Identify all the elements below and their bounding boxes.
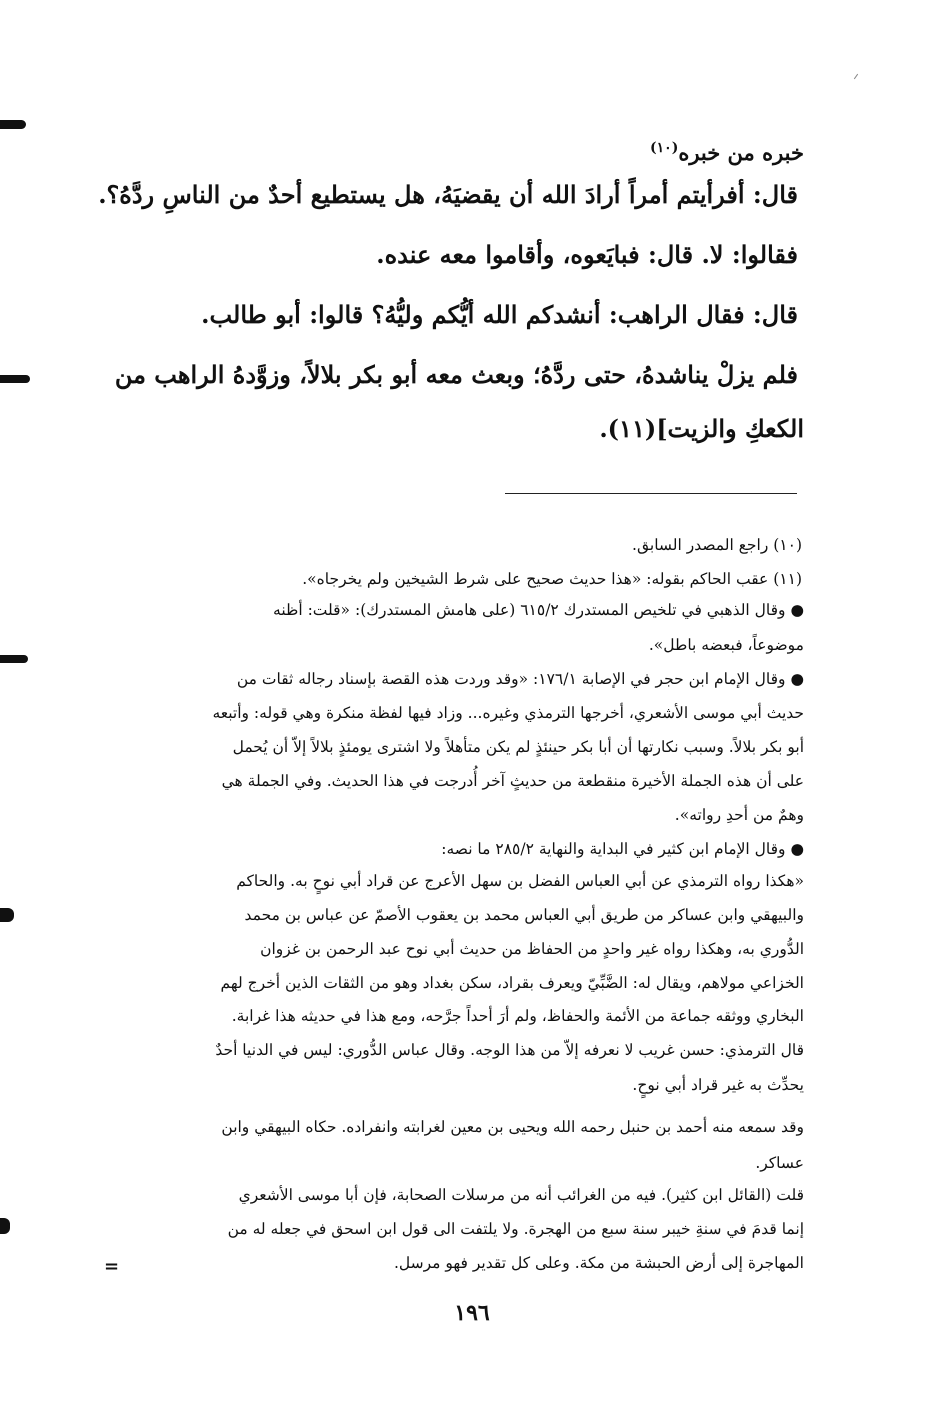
line-text: قال: أفرأيتم أمراً أرادَ الله أن يقضيَهُ، هل يستطيع أحدٌ من الناسِ ردَّهُ؟.: [98, 180, 798, 209]
footnote-line: عساكر.: [755, 1154, 804, 1172]
line-text: فلم يزلْ يناشدهُ، حتى ردَّهُ؛ وبعث معه أبو بكر بلالاً، وزوَّدهُ الراهب من: [114, 360, 798, 389]
line-text: الكعكِ والزيت]: [656, 414, 804, 443]
footnote-line: ● وقال الذهبي في تلخيص المستدرك ٦١٥/٢ (على هامش المستدرك): «قلت: أظنه: [273, 601, 804, 619]
main-text-line: [98, 180, 798, 209]
footnote-ref: (١٠): [650, 140, 679, 156]
footnote-ref: (١١).: [599, 414, 657, 443]
footnote-line: ● وقال الإمام ابن حجر في الإصابة ١٧٦/١: «وقد وردت هذه القصة بإسناد رجاله ثقات من: [236, 670, 804, 688]
footnote-line: أبو بكر بلالاً. وسبب نكارتها أن أبا بكر حينئذٍ لم يكن متأهلاً ولا اشترى يومئذٍ بلالاً إلاّ أن يُحمل: [232, 738, 804, 756]
line-text: خبره من خبره: [678, 140, 804, 165]
edge-mark: [0, 375, 30, 383]
main-text-line: [376, 240, 798, 269]
footnote-line: قال الترمذي: حسن غريب لا نعرفه إلاّ من هذا الوجه. وقال عباس الدُّوري: ليس في الدنيا أحدٌ: [215, 1041, 804, 1059]
footnote-line: حديث أبي موسى الأشعري، أخرجها الترمذي وغيره... وزاد فيها لفظة منكرة وهي قوله: وأتبعه: [212, 704, 804, 722]
page-number: ١٩٦: [454, 1300, 490, 1326]
footnote-line: على أن هذه الجملة الأخيرة منقطعة من حديثٍ آخر أُدرجت في هذا الحديث. وفي الجملة هي: [221, 772, 804, 790]
edge-mark: [0, 908, 14, 922]
footnote-line: (١١) عقب الحاكم بقوله: «هذا حديث صحيح على شرط الشيخين ولم يخرجاه».: [302, 570, 802, 588]
footnote-line: ● وقال الإمام ابن كثير في البداية والنهاية ٢٨٥/٢ ما نصه:: [441, 840, 804, 858]
footnote-line: «هكذا رواه الترمذي عن أبي العباس الفضل بن سهل الأعرج عن قراد أبي نوحٍ به. والحاكم: [236, 872, 804, 890]
footnote-separator: [505, 493, 797, 494]
footnote-line: والبيهقي وابن عساكر من طريق أبي العباس محمد بن يعقوب الأصمّ عن عباس بن محمد: [244, 906, 804, 924]
edge-mark: [0, 655, 28, 663]
footnote-line: (١٠) راجع المصدر السابق.: [632, 536, 802, 554]
footnote-line: المهاجرة إلى أرض الحبشة من مكة. وعلى كل تقدير فهو مرسل.: [393, 1254, 804, 1272]
footnote-line: إنما قدمَ في سنةِ خيبر سنة سبع من الهجرة. ولا يلتفت الى قول ابن اسحق في جعله له من: [227, 1220, 804, 1238]
stray-mark: [854, 74, 858, 79]
footnote-line: قلت (القائل ابن كثير). فيه من الغرائب أنه من مرسلات الصحابة، فإن أبا موسى الأشعري: [238, 1186, 804, 1204]
footnote-line: يحدِّث به غير قراد أبي نوحٍ.: [632, 1076, 804, 1094]
main-text-line: [599, 414, 804, 443]
footnote-line: الدُّوري به، وهكذا رواه غير واحدٍ من الحفاظ من حديث أبي نوح عبد الرحمن بن غزوان: [260, 940, 804, 958]
line-text: فقالوا: لا. قال: فبايَعوه، وأقاموا معه عنده.: [376, 240, 798, 269]
footnote-line: الخزاعي مولاهم، ويقال له: الضَّبِّيّ ويعرف بقراد، سكن بغداد وهو من الثقات الذين أخرج لهم: [220, 974, 804, 992]
main-text-line: [650, 140, 804, 165]
main-text-line: [201, 300, 798, 329]
line-text: قال: فقال الراهب: أنشدكم الله أيُّكم وليُّهُ؟ قالوا: أبو طالب.: [201, 300, 798, 329]
edge-mark: [0, 120, 26, 129]
main-text-line: [115, 360, 798, 389]
footnote-line: وهمٌ من أحدِ رواته».: [674, 806, 804, 824]
footnote-line: وقد سمعه منه أحمد بن حنبل رحمه الله ويحيى بن معين لغرابته وانفراده. حكاه البيهقي وابن: [221, 1118, 804, 1136]
edge-mark: [0, 1218, 10, 1234]
footnote-line: البخاري ووثقه جماعة من الأئمة والحفاظ، ولم أرَ أحداً جرَّحه، ومع هذا في حديثه هذا غرابة.: [231, 1007, 804, 1025]
continuation-mark: =: [104, 1256, 120, 1277]
footnote-line: موضوعاً، فبعضه باطل».: [648, 636, 804, 654]
